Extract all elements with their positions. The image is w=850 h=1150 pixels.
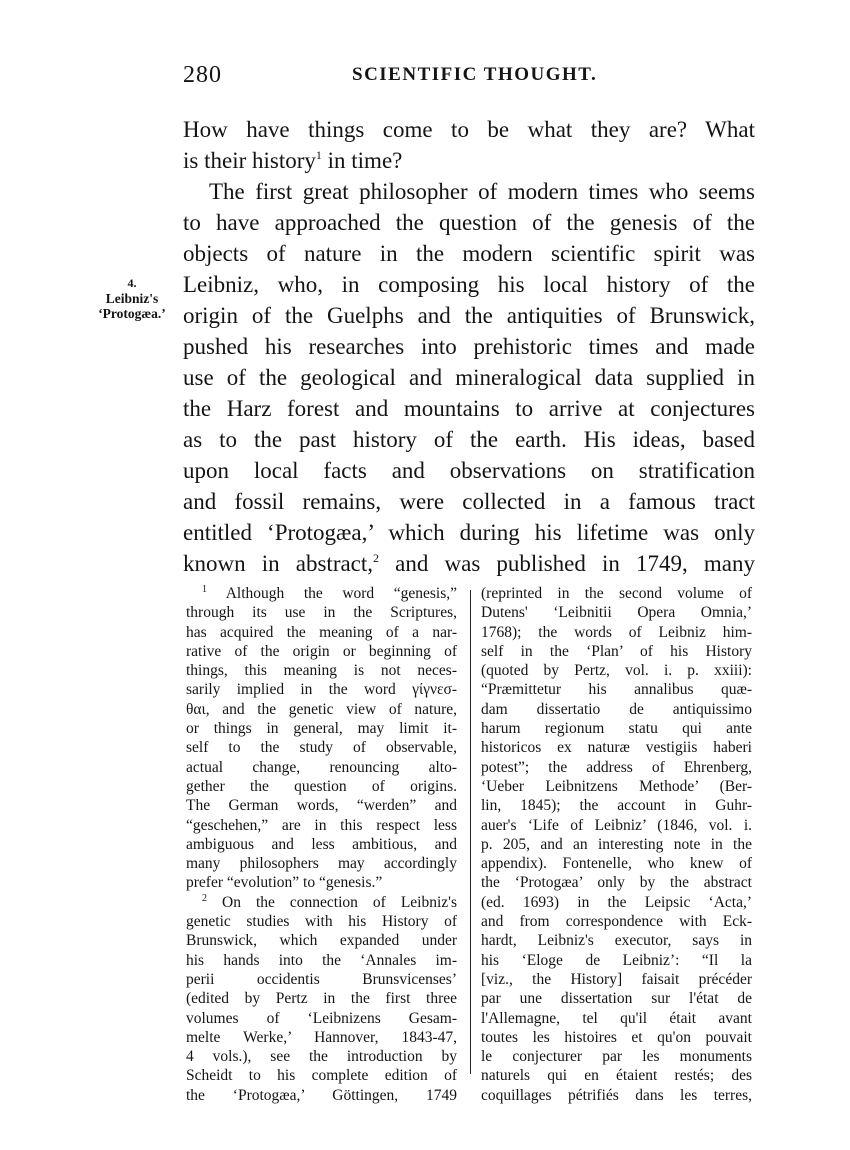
side-note-line-2: ‘Protogæa.’ — [98, 306, 166, 321]
side-note-line-1: Leibniz's — [105, 291, 159, 306]
body-line: pushed his researches into prehistoric times and made — [183, 334, 755, 359]
body-line: as to the past history of the earth. His ideas, based — [183, 427, 755, 452]
footnote-line: 4 vols.), see the introduction by — [186, 1048, 457, 1066]
footnote-line: 1768); the words of Leibniz him- — [481, 623, 752, 641]
footnote-line: things, this meaning is not neces- — [186, 662, 457, 680]
footnote-line: Scheidt to his complete edition of — [186, 1067, 457, 1085]
footnote-line: potest”; the address of Ehrenberg, — [481, 758, 752, 776]
footnote-line: “geschehen,” are in this respect less — [186, 816, 457, 834]
footnote-line: (edited by Pertz in the first three — [186, 990, 457, 1008]
footnote-line: auer's ‘Life of Leibniz’ (1846, vol. i. — [481, 816, 752, 834]
footnote-line: actual change, renouncing alto- — [186, 758, 457, 776]
footnote-line: the ‘Protogæa’ only by the abstract — [481, 874, 752, 892]
body-line: upon local facts and observations on stratification — [183, 458, 755, 483]
footnote-line: historicos ex naturæ vestigiis haberi — [481, 739, 752, 757]
footnote-line: $^2$ On the connection of Leibniz's — [202, 892, 457, 911]
footnote-line: the ‘Protogæa,’ Göttingen, 1749 — [186, 1086, 457, 1104]
footnote-line: $^1$ Although the word “genesis,” — [202, 584, 457, 602]
footnote-line: prefer “evolution” to “genesis.” — [186, 874, 383, 892]
body-line: entitled ‘Protogæa,’ which during his lifetime was only — [183, 520, 755, 545]
footnote-line: (reprinted in the second volume of — [481, 585, 752, 602]
footnote-column-left — [186, 584, 457, 1105]
body-line: and fossil remains, were collected in a famous tract — [183, 489, 755, 514]
footnote-line: rative of the origin or beginning of — [186, 642, 457, 660]
body-line: use of the geological and mineralogical data supplied in — [183, 365, 755, 390]
body-line: The first great philosopher of modern times who seems — [209, 179, 755, 204]
body-text — [183, 114, 755, 579]
footnote-line: coquillages pétrifiés dans les terres, — [481, 1086, 752, 1104]
footnote-line: genetic studies with his History of — [186, 913, 457, 931]
footnote-line: ambiguous and less ambitious, and — [186, 835, 457, 853]
footnote-line: or things in general, may limit it- — [186, 720, 457, 738]
body-line: Leibniz, who, in composing his local history of the — [183, 272, 755, 297]
footnote-line: self to the study of observable, — [186, 739, 457, 757]
body-line: origin of the Guelphs and the antiquities of Brunswick, — [183, 303, 755, 328]
footnote-line: naturels qui en étaient restés; des — [481, 1067, 752, 1085]
footnote-line: his hands into the ‘Annales im- — [186, 951, 457, 969]
footnote-line: The German words, “werden” and — [186, 797, 457, 815]
body-line: is their history$^1$ in time? — [183, 148, 403, 173]
footnote-line: l'Allemagne, tel qu'il était avant — [481, 1009, 752, 1027]
body-line: known in abstract,$^2$ and was published in 1749, many — [183, 551, 756, 576]
footnote-line: volumes of ‘Leibnizens Gesam- — [186, 1009, 457, 1027]
footnote-line: sarily implied in the word γίγνεσ- — [186, 681, 457, 699]
body-line: How have things come to be what they are? What — [183, 117, 755, 142]
footnote-line: has acquired the meaning of a nar- — [186, 623, 457, 641]
footnote-line: dam dissertatio de antiquissimo — [481, 700, 752, 718]
footnote-line: perii occidentis Brunsvicenses’ — [186, 970, 457, 988]
footnote-line: and from correspondence with Eck- — [481, 913, 752, 931]
footnote-line: many philosophers may accordingly — [186, 855, 457, 873]
footnote-line: “Præmittetur his annalibus quæ- — [481, 681, 752, 699]
column-divider — [470, 590, 471, 1074]
footnote-line: gether the question of origins. — [186, 777, 457, 795]
body-line: objects of nature in the modern scientific spirit was — [183, 241, 755, 266]
footnote-line: toutes les histoires et qu'on pouvait — [481, 1028, 752, 1046]
side-note — [86, 276, 178, 321]
footnote-line: Dutens' ‘Leibnitii Opera Omnia,’ — [481, 604, 752, 622]
footnote-line: harum regionum statu qui ante — [481, 720, 752, 738]
footnote-line: appendix). Fontenelle, who knew of — [481, 855, 752, 873]
footnote-line: his ‘Eloge de Leibniz’: “Il la — [481, 951, 752, 969]
footnote-line: (quoted by Pertz, vol. i. p. xxiii): — [481, 662, 752, 680]
footnote-line: (ed. 1693) in the Leipsic ‘Acta,’ — [481, 893, 752, 911]
footnote-line: hardt, Leibniz's executor, says in — [481, 932, 752, 950]
side-note-number: 4. — [127, 276, 137, 290]
footnote-line: melte Werke,’ Hannover, 1843-47, — [186, 1028, 457, 1046]
footnote-line: p. 205, and an interesting note in the — [481, 835, 752, 853]
footnote-line: Brunswick, which expanded under — [186, 932, 457, 950]
footnote-line: ‘Ueber Leibnitzens Methode’ (Ber- — [481, 777, 752, 795]
footnote-line: self in the ‘Plan’ of his History — [481, 642, 752, 660]
footnote-line: par une dissertation sur l'état de — [481, 990, 752, 1008]
footnote-line: le conjecturer par les monuments — [481, 1048, 752, 1066]
footnote-line: [viz., the History] faisait précéder — [481, 970, 752, 988]
footnote-line: lin, 1845); the account in Guhr- — [481, 797, 752, 815]
body-line: the Harz forest and mountains to arrive at conjectures — [183, 396, 755, 421]
page-number: 280 — [183, 62, 222, 88]
body-line: to have approached the question of the genesis of the — [183, 210, 755, 235]
footnote-column-right — [481, 584, 752, 1105]
footnote-line: θαι, and the genetic view of nature, — [186, 700, 457, 718]
running-title: SCIENTIFIC THOUGHT. — [352, 64, 598, 85]
footnote-line: through its use in the Scriptures, — [186, 604, 457, 622]
